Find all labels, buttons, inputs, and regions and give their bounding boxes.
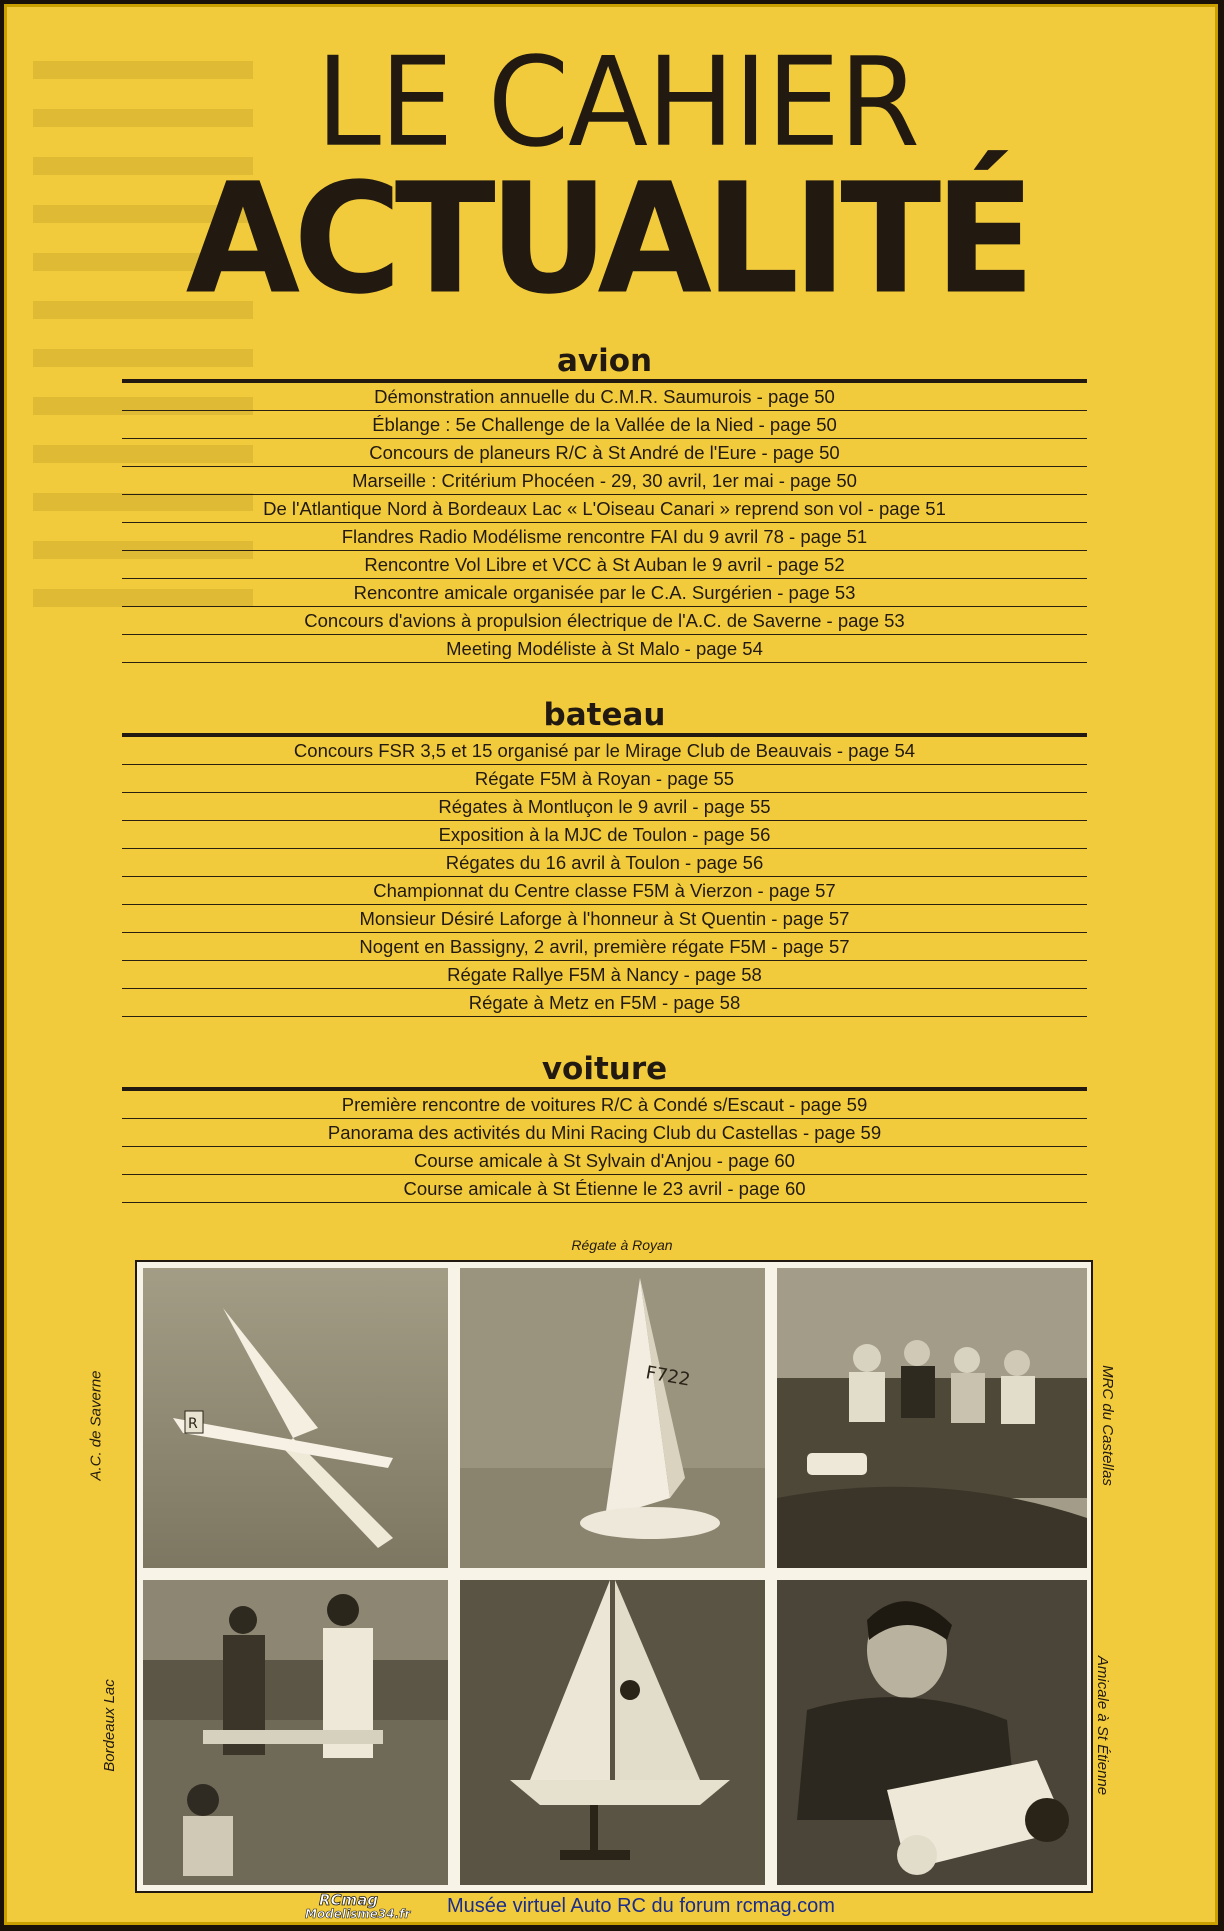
- toc-entry[interactable]: Meeting Modéliste à St Malo - page 54: [122, 635, 1087, 663]
- toc-entry[interactable]: Nogent en Bassigny, 2 avril, première régate F5M - page 57: [122, 933, 1087, 961]
- magazine-page: [4, 4, 1218, 1925]
- footer-watermark: [307, 1893, 1007, 1923]
- man-with-rc-car-photo: [777, 1580, 1087, 1885]
- toc-entry[interactable]: Régate Rallye F5M à Nancy - page 58: [122, 961, 1087, 989]
- logo-text-modelisme34: Modelisme34.fr: [305, 1907, 411, 1921]
- caption-regate-royan: Régate à Royan: [571, 1237, 673, 1253]
- section-heading: bateau: [122, 697, 1087, 737]
- footer-text: Musée virtuel Auto RC du forum rcmag.com: [447, 1895, 835, 1917]
- people-launching-plane-photo: [143, 1580, 448, 1885]
- toc-entry[interactable]: Rencontre Vol Libre et VCC à St Auban le 9 avril - page 52: [122, 551, 1087, 579]
- toc-entry[interactable]: Flandres Radio Modélisme rencontre FAI du 9 avril 78 - page 51: [122, 523, 1087, 551]
- toc-entry[interactable]: De l'Atlantique Nord à Bordeaux Lac « L'Oiseau Canari » reprend son vol - page 51: [122, 495, 1087, 523]
- title-le-cahier: LE CAHIER: [315, 29, 919, 175]
- sailboat-race-photo: [460, 1268, 765, 1568]
- toc-entry[interactable]: Concours d'avions à propulsion électrique de l'A.C. de Saverne - page 53: [122, 607, 1087, 635]
- rc-car-club-photo: [777, 1268, 1087, 1568]
- logo-text-rcmag: RCmag: [319, 1891, 379, 1909]
- title-actualite: ACTUALITÉ: [185, 150, 1029, 328]
- section-bateau: [122, 697, 1087, 1017]
- toc-entry[interactable]: Panorama des activités du Mini Racing Club du Castellas - page 59: [122, 1119, 1087, 1147]
- section-heading: avion: [122, 343, 1087, 383]
- toc-entry[interactable]: Championnat du Centre classe F5M à Vierzon - page 57: [122, 877, 1087, 905]
- people-launching-plane-image: [143, 1580, 448, 1885]
- caption-mrc-castellas: MRC du Castellas: [1098, 1365, 1116, 1486]
- rc-car-club-image: [777, 1268, 1087, 1568]
- caption-ac-saverne: A.C. de Saverne: [87, 1370, 105, 1481]
- toc-entry[interactable]: Régate F5M à Royan - page 55: [122, 765, 1087, 793]
- toc-entry[interactable]: Course amicale à St Étienne le 23 avril - page 60: [122, 1175, 1087, 1203]
- toc-entry[interactable]: Régates à Montluçon le 9 avril - page 55: [122, 793, 1087, 821]
- toc-entry[interactable]: Première rencontre de voitures R/C à Condé s/Escaut - page 59: [122, 1091, 1087, 1119]
- section-voiture: [122, 1051, 1087, 1203]
- man-with-rc-car-image: [777, 1580, 1087, 1885]
- toc-entry[interactable]: Éblange : 5e Challenge de la Vallée de la Nied - page 50: [122, 411, 1087, 439]
- section-avion: [122, 343, 1087, 663]
- toc-entry[interactable]: Monsieur Désiré Laforge à l'honneur à St Quentin - page 57: [122, 905, 1087, 933]
- toc-entry[interactable]: Concours FSR 3,5 et 15 organisé par le Mirage Club de Beauvais - page 54: [122, 737, 1087, 765]
- section-heading: voiture: [122, 1051, 1087, 1091]
- toc-entry[interactable]: Course amicale à St Sylvain d'Anjou - page 60: [122, 1147, 1087, 1175]
- toc-entry[interactable]: Démonstration annuelle du C.M.R. Saumurois - page 50: [122, 383, 1087, 411]
- svg-text:F722: F722: [644, 1362, 692, 1391]
- sailboat-race-image: [460, 1268, 765, 1568]
- caption-amicale-st-etienne: Amicale à St Étienne: [1094, 1655, 1112, 1796]
- photo-grid: [135, 1260, 1093, 1893]
- toc-entry[interactable]: Régate à Metz en F5M - page 58: [122, 989, 1087, 1017]
- toc-entry[interactable]: Rencontre amicale organisée par le C.A. Surgérien - page 53: [122, 579, 1087, 607]
- model-yacht-image: [460, 1580, 765, 1885]
- glider-image: [143, 1268, 448, 1568]
- svg-text:R: R: [188, 1416, 198, 1432]
- toc-entry[interactable]: Régates du 16 avril à Toulon - page 56: [122, 849, 1087, 877]
- toc-entry[interactable]: Marseille : Critérium Phocéen - 29, 30 avril, 1er mai - page 50: [122, 467, 1087, 495]
- toc-entry[interactable]: Concours de planeurs R/C à St André de l'Eure - page 50: [122, 439, 1087, 467]
- model-yacht-photo: [460, 1580, 765, 1885]
- toc-entry[interactable]: Exposition à la MJC de Toulon - page 56: [122, 821, 1087, 849]
- caption-bordeaux-lac: Bordeaux Lac: [100, 1679, 118, 1772]
- glider-photo: [143, 1268, 448, 1568]
